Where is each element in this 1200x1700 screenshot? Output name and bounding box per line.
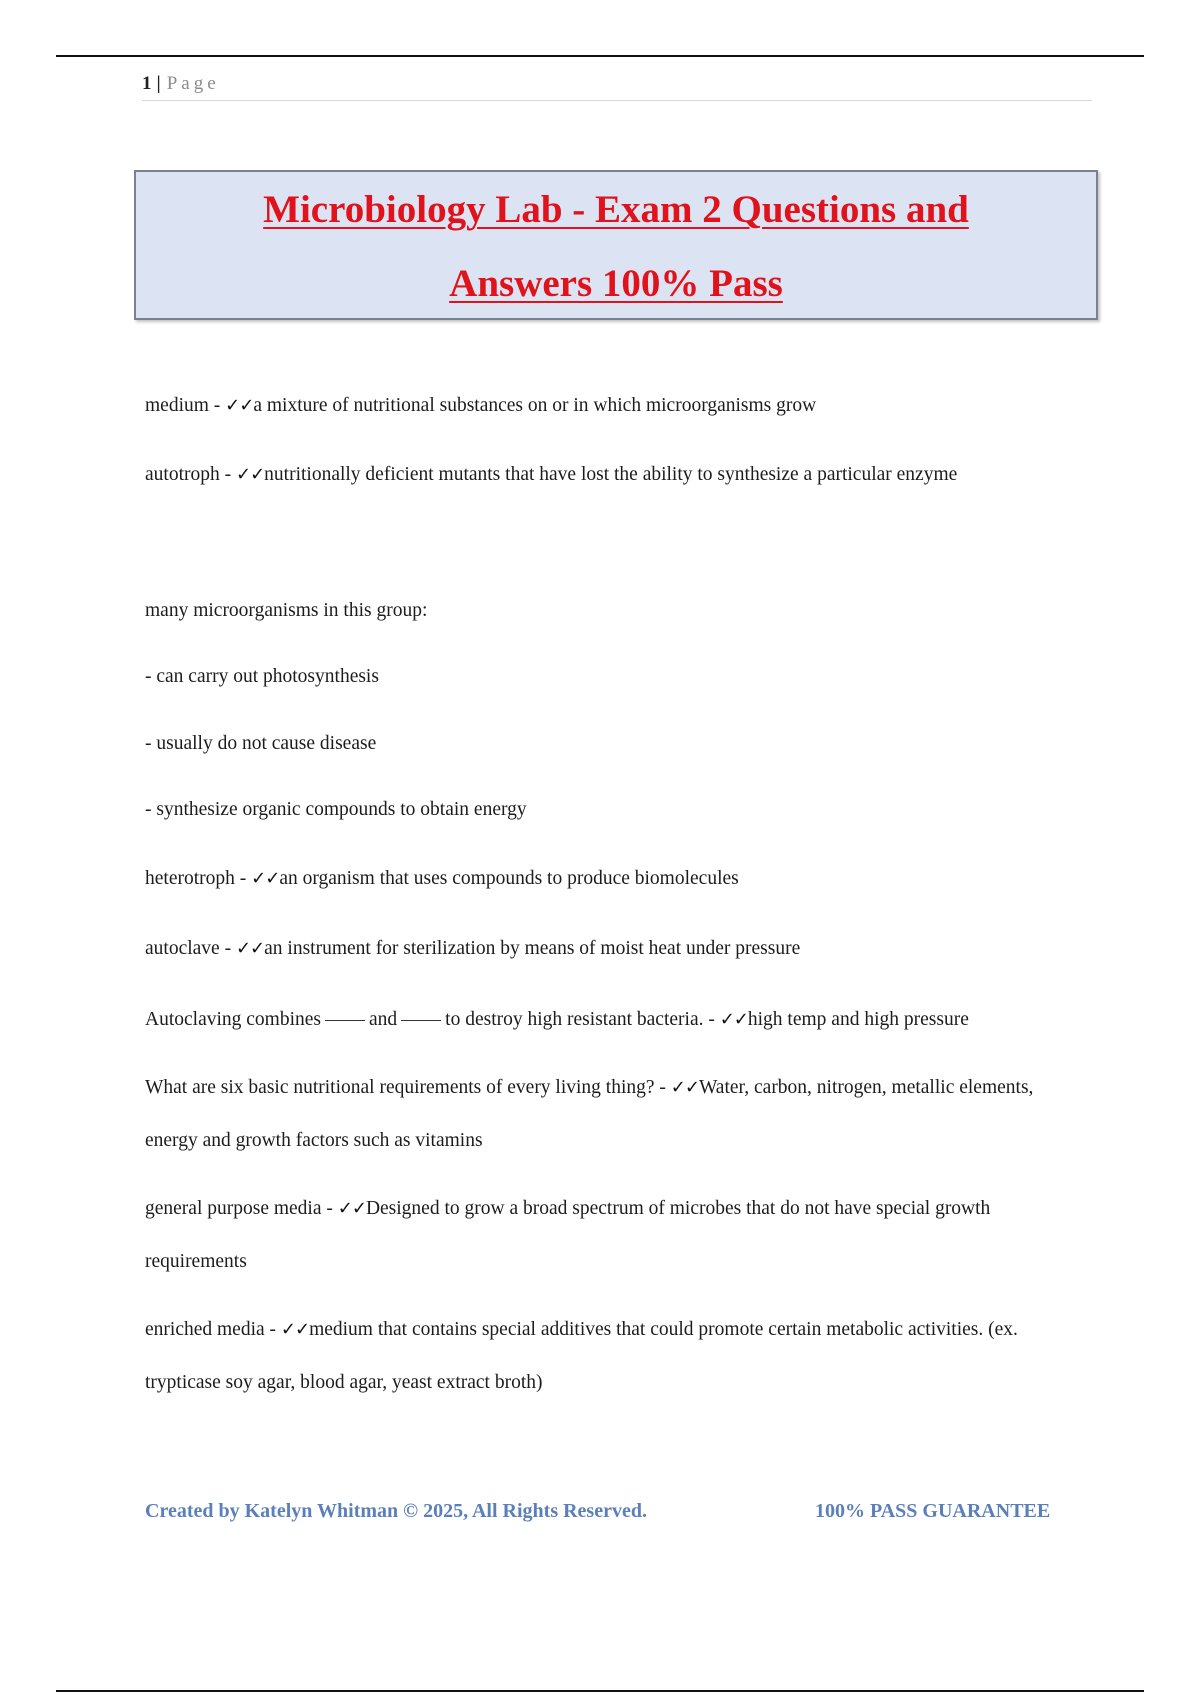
double-check-icon: ✓✓ xyxy=(225,395,254,416)
group-intro: many microorganisms in this group: xyxy=(145,600,428,621)
page-number: 1 xyxy=(142,73,152,94)
group-item: - can carry out photosynthesis xyxy=(145,666,379,687)
qa-answer: an organism that uses compounds to produce biomolecules xyxy=(279,868,739,889)
qa-entry-general-purpose-media xyxy=(145,1182,1090,1288)
bottom-rule xyxy=(56,1690,1144,1692)
fill-in-blank xyxy=(325,1020,365,1021)
qa-term: heterotroph - xyxy=(145,868,252,889)
double-check-icon: ✓✓ xyxy=(337,1198,366,1219)
qa-term: autoclave - xyxy=(145,938,236,959)
qa-answer: Designed to grow a broad spectrum of microbes that do not have special growth requirements xyxy=(145,1198,991,1272)
page-separator: | xyxy=(156,73,161,94)
qa-entry-enriched-media xyxy=(145,1303,1090,1409)
qa-term: autotroph - xyxy=(145,464,236,485)
group-item: - synthesize organic compounds to obtain energy xyxy=(145,799,527,820)
double-check-icon: ✓✓ xyxy=(235,464,265,485)
double-check-icon: ✓✓ xyxy=(670,1077,699,1098)
title-box xyxy=(134,170,1098,320)
qa-answer: nutritionally deficient mutants that have lost the ability to synthesize a particular enzyme xyxy=(264,464,958,485)
qa-term: What are six basic nutritional requirements of every living thing? - xyxy=(145,1077,671,1098)
qa-question-part: to destroy high resistant bacteria. - xyxy=(445,1009,720,1030)
qa-term: medium - xyxy=(145,395,226,416)
title-line-1: Microbiology Lab - Exam 2 Questions and xyxy=(263,188,969,231)
double-check-icon: ✓✓ xyxy=(235,938,265,959)
qa-answer: medium that contains special additives that could promote certain metabolic activities. (ex. trypticase soy agar, blood agar, yeast extract broth) xyxy=(145,1319,1018,1393)
top-rule xyxy=(56,55,1144,57)
qa-question-part: Autoclaving combines xyxy=(145,1009,322,1030)
page-footer xyxy=(145,1500,1090,1530)
page-label: Page xyxy=(166,73,220,94)
group-item: - usually do not cause disease xyxy=(145,733,377,754)
qa-entry-nutritional-requirements xyxy=(145,1061,1090,1167)
qa-entry-medium xyxy=(145,379,1090,432)
page-header xyxy=(142,72,1092,101)
qa-entry-autoclave xyxy=(145,922,1090,975)
fill-in-blank xyxy=(401,1020,441,1021)
qa-answer: a mixture of nutritional substances on or in which microorganisms grow xyxy=(253,395,817,416)
double-check-icon: ✓✓ xyxy=(280,1319,310,1340)
qa-answer: Water, carbon, nitrogen, metallic elements, energy and growth factors such as vitamins xyxy=(145,1077,1034,1151)
qa-entry-autotroph xyxy=(145,448,1090,501)
qa-entry-heterotroph xyxy=(145,852,1090,905)
qa-answer: high temp and high pressure xyxy=(747,1009,969,1030)
footer-guarantee: 100% PASS GUARANTEE xyxy=(815,1500,1051,1522)
qa-term: enriched media - xyxy=(145,1319,281,1340)
title-line-2: Answers 100% Pass xyxy=(449,262,783,305)
document-title xyxy=(196,173,1036,321)
qa-question-part: and xyxy=(369,1009,398,1030)
double-check-icon: ✓✓ xyxy=(251,868,280,889)
qa-entry-autoclaving xyxy=(145,993,1090,1046)
qa-term: general purpose media - xyxy=(145,1198,338,1219)
qa-answer: an instrument for sterilization by means of moist heat under pressure xyxy=(264,938,801,959)
footer-copyright: Created by Katelyn Whitman © 2025, All Rights Reserved. xyxy=(145,1500,647,1522)
double-check-icon: ✓✓ xyxy=(719,1009,748,1030)
